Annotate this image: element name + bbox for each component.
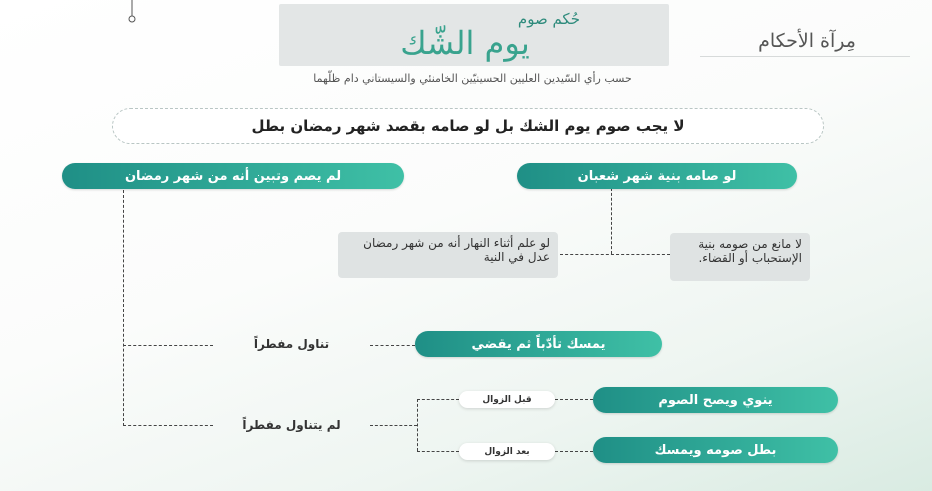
connector [370,425,417,426]
title-small: حُكم صوم [517,10,580,28]
connector [555,399,593,400]
connector [611,188,612,254]
result-intend-and-valid: ينوي ويصح الصوم [593,387,838,413]
brand-divider [700,56,910,57]
pill-did-not-fast: لم يصم وتبين أنه من شهر رمضان [62,163,404,189]
connector [370,345,415,346]
connector [417,451,459,452]
result-invalid-and-abstain: بطل صومه ويمسك [593,437,838,463]
box-no-objection: لا مانع من صومه بنية الإستحباب أو القضاء. [670,233,810,281]
label-did-not-eat: لم يتناول مفطراً [242,418,341,432]
connector [555,451,593,452]
main-ruling-banner: لا يجب صوم يوم الشك بل لو صامه بقصد شهر رمضان بطل [112,108,824,144]
crescent-moon-icon [92,0,182,66]
subtitle: حسب رأي السّيدين العليين الحسينيّين الخامنئي والسيستاني دام ظلّهما [313,72,632,85]
result-abstain-then-make-up: يمسك تأدّباً ثم يقضي [415,331,662,357]
label-ate: تناول مفطراً [253,337,330,351]
connector [123,345,213,346]
connector [560,254,670,255]
page-title: يوم الشّك [400,24,530,62]
connector [417,399,459,400]
chip-before-noon: قبل الزوال [459,391,555,408]
connector [417,399,418,451]
box-knew-during-day: لو علم أثناء النهار أنه من شهر رمضان عدل في النية [338,232,558,278]
pill-fasted-shaban: لو صامه بنية شهر شعبان [517,163,797,189]
brand-logo: مِرآة الأحكام [758,30,856,52]
chip-after-noon: بعد الزوال [459,443,555,460]
connector [123,425,213,426]
connector [123,190,124,426]
